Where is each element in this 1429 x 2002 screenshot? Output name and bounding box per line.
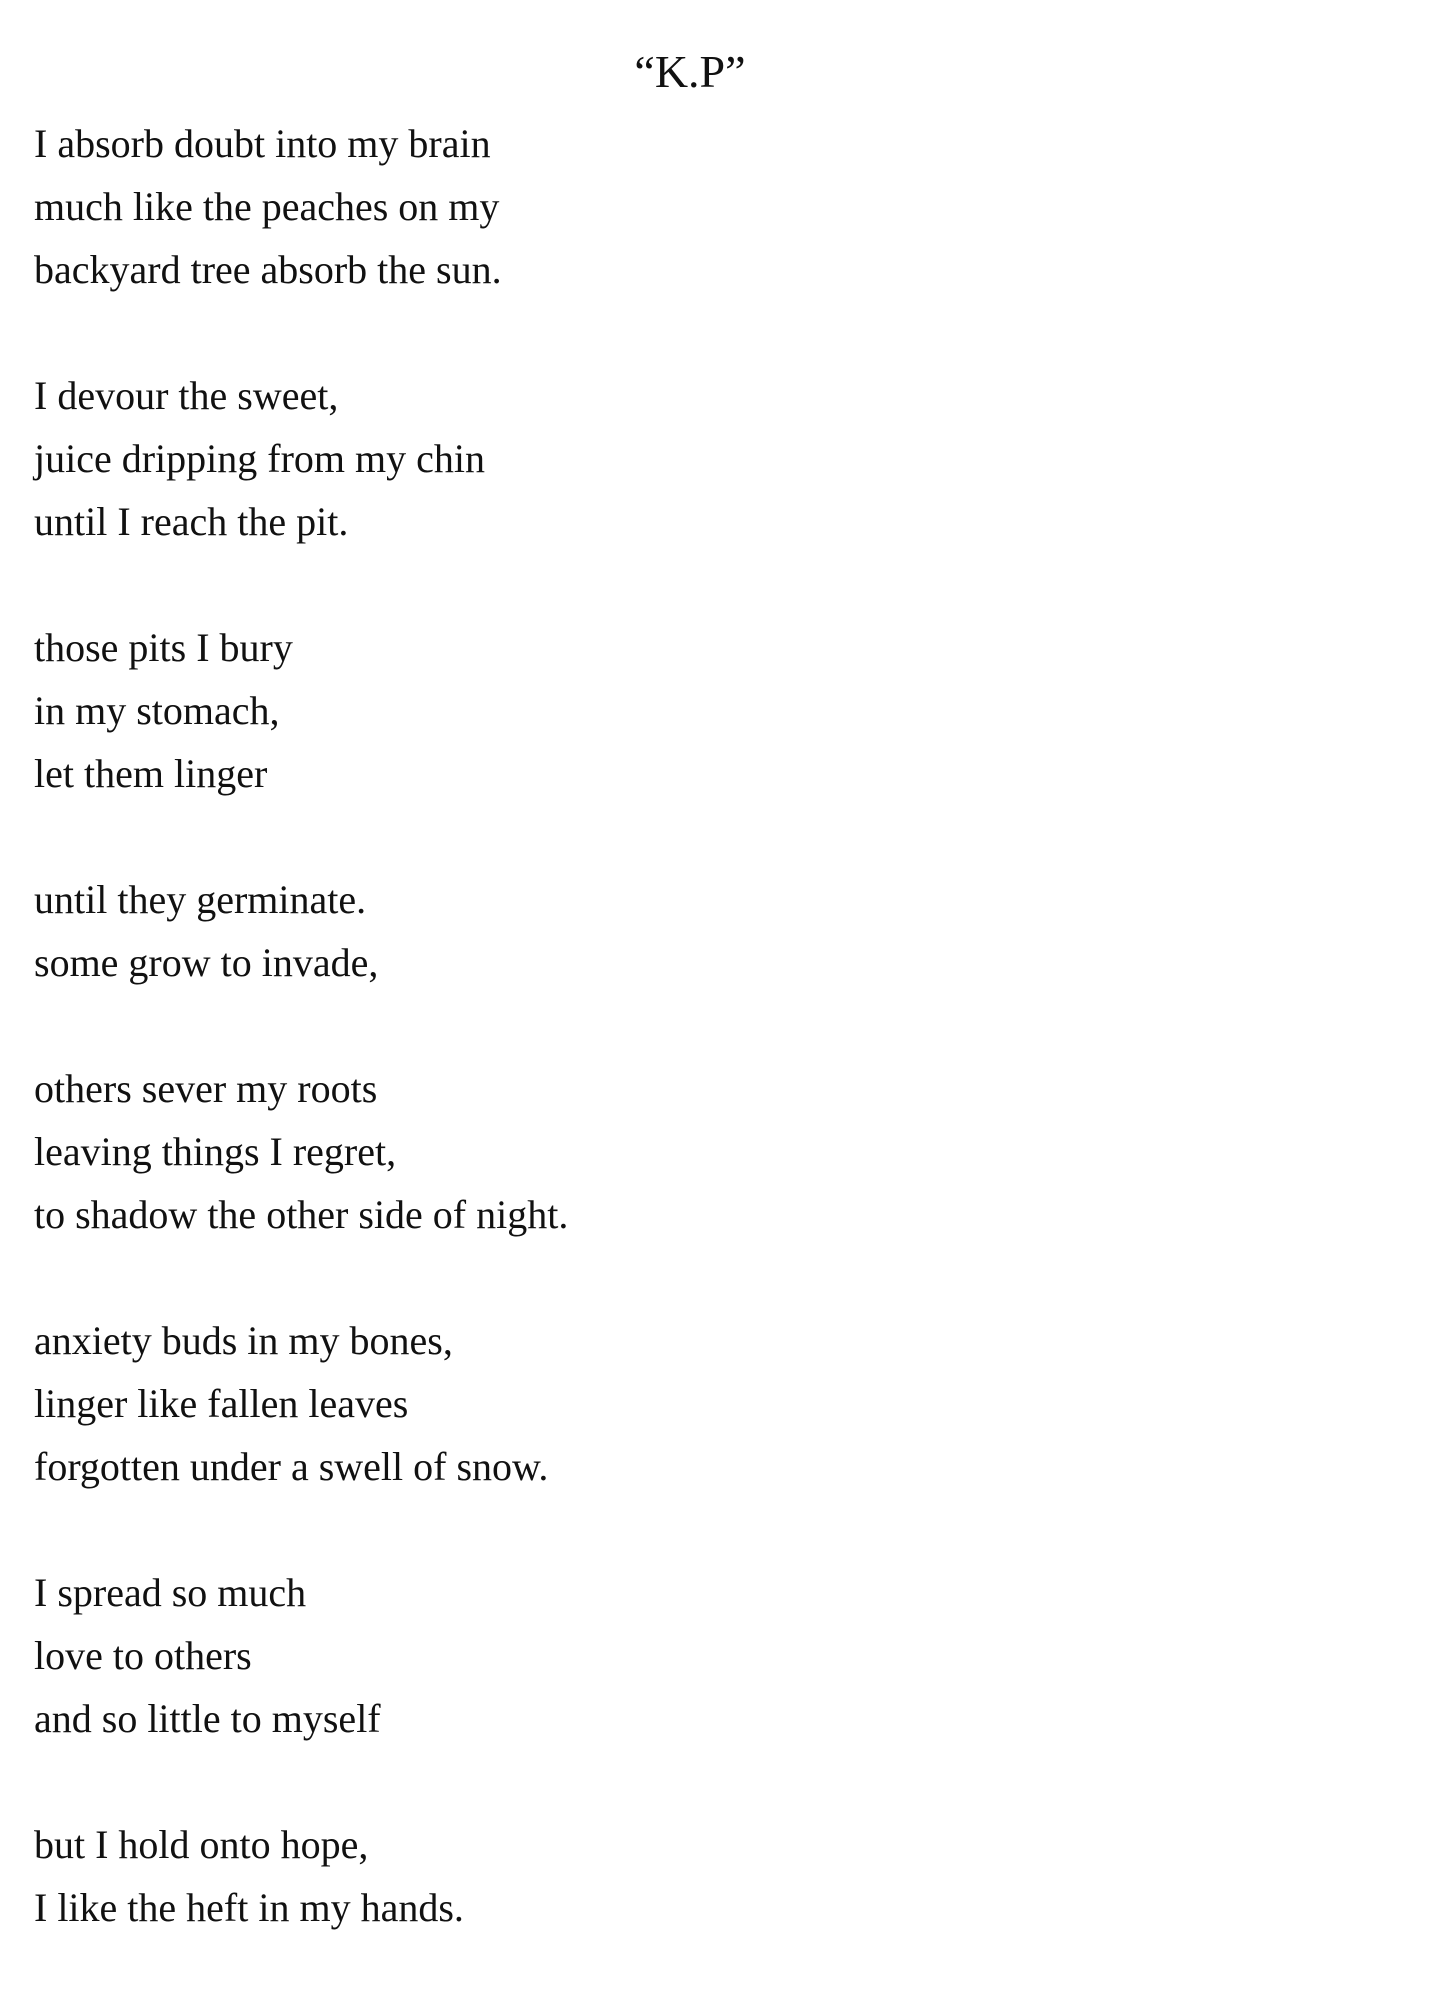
poem-line: backyard tree absorb the sun. xyxy=(34,247,502,292)
poem-line: leaving things I regret, xyxy=(34,1129,397,1174)
poem-line: until they germinate. xyxy=(34,877,367,922)
stanza xyxy=(34,1309,1334,1498)
poem-line: forgotten under a swell of snow. xyxy=(34,1444,549,1489)
poem-line: love to others xyxy=(34,1633,252,1678)
poem-line: in my stomach, xyxy=(34,688,280,733)
poem-line: and so little to myself xyxy=(34,1696,381,1741)
poem-line: let them linger xyxy=(34,751,268,796)
poem-line: much like the peaches on my xyxy=(34,184,500,229)
poem-line: linger like fallen leaves xyxy=(34,1381,409,1426)
poem-line: anxiety buds in my bones, xyxy=(34,1318,453,1363)
poem-line: juice dripping from my chin xyxy=(34,436,486,481)
poem-line: but I hold onto hope, xyxy=(34,1822,369,1867)
stanza xyxy=(34,364,1334,553)
stanza xyxy=(34,616,1334,805)
poem-line: I like the heft in my hands. xyxy=(34,1885,464,1930)
poem-body xyxy=(34,112,1334,2002)
poem-line: others sever my roots xyxy=(34,1066,378,1111)
poem-line: some grow to invade, xyxy=(34,940,379,985)
stanza xyxy=(34,868,1334,994)
poem-line: until I reach the pit. xyxy=(34,499,349,544)
poem-line: to shadow the other side of night. xyxy=(34,1192,569,1237)
poem-line: I devour the sweet, xyxy=(34,373,339,418)
stanza xyxy=(34,1057,1334,1246)
stanza xyxy=(34,112,1334,301)
stanza xyxy=(34,1561,1334,1750)
poem-line: I spread so much xyxy=(34,1570,307,1615)
poem-title: “K.P” xyxy=(634,46,746,97)
stanza xyxy=(34,1813,1334,1939)
poem-line: I absorb doubt into my brain xyxy=(34,121,491,166)
poem-line: those pits I bury xyxy=(34,625,293,670)
